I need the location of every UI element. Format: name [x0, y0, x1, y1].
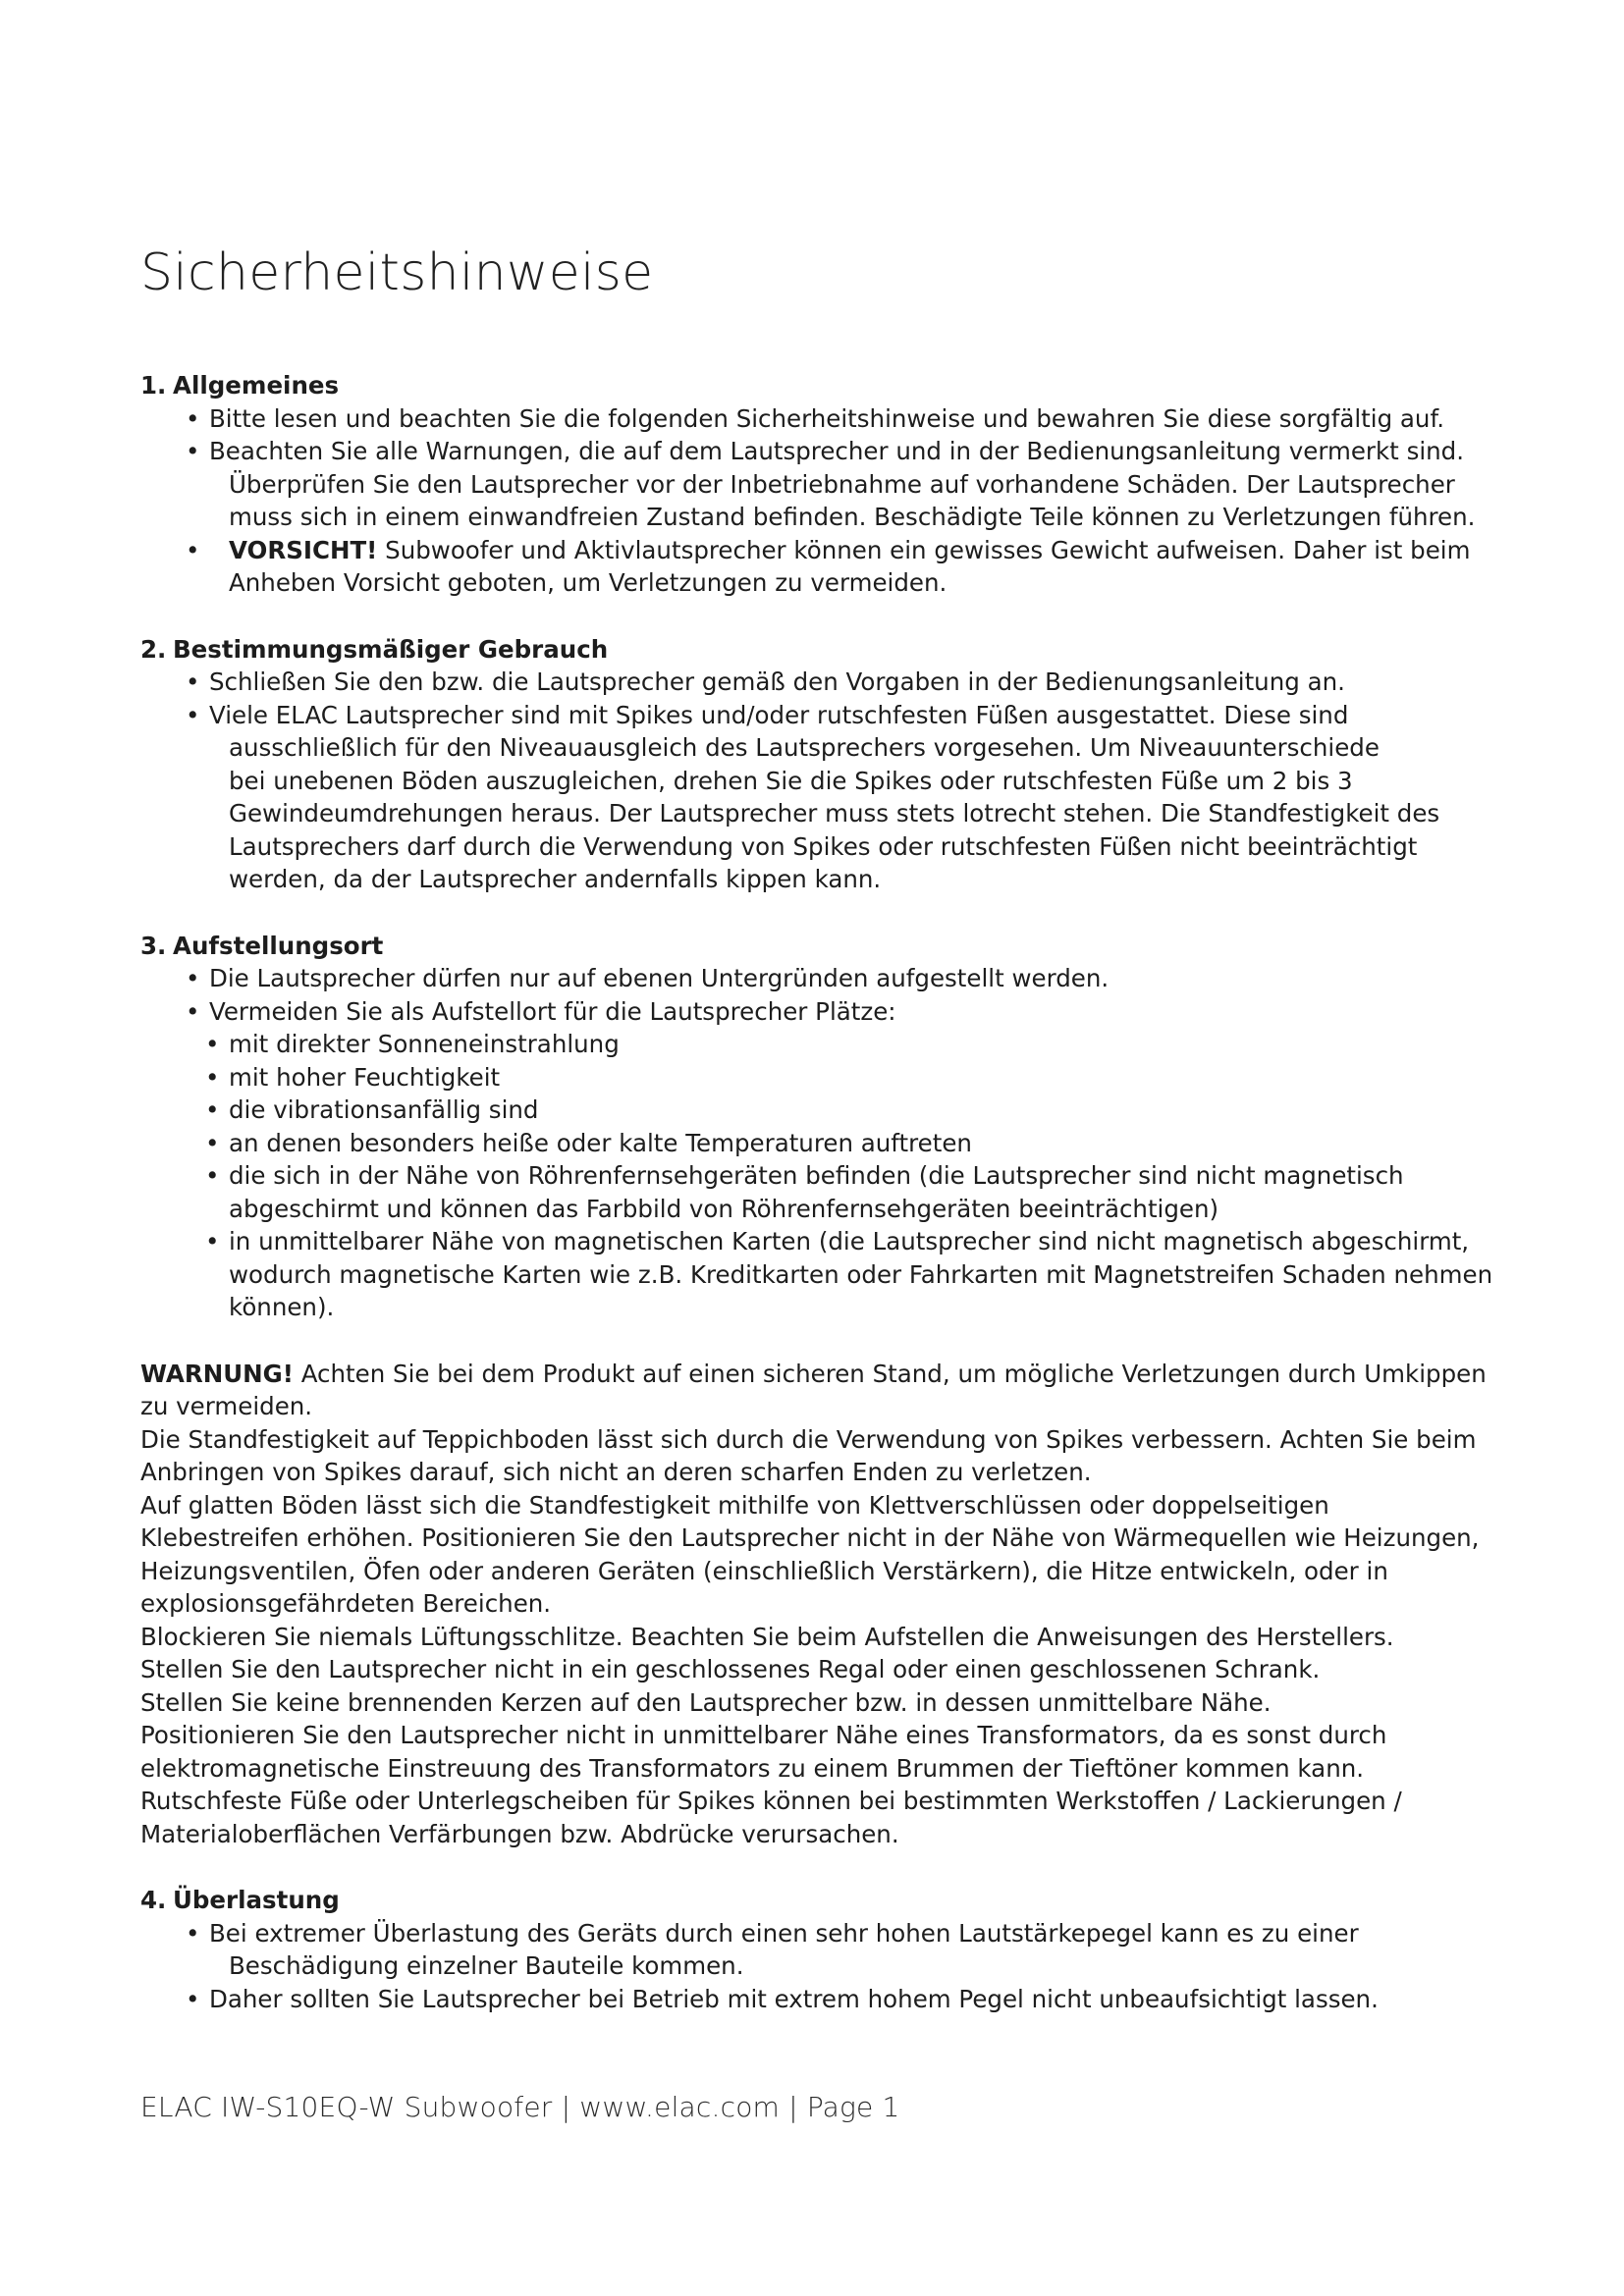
list-item: • VORSICHT! Subwoofer und Aktivlautsprecher können ein gewisses Gewicht aufweisen. Daher ist beim Anheben Vorsicht geboten, um Verletzungen zu vermeiden. [186, 534, 1505, 600]
list-item: • Bitte lesen und beachten Sie die folgenden Sicherheitshinweise und bewahren Sie diese sorgfältig auf. [186, 402, 1505, 436]
section-heading-ueberlastung: 4. Überlastung [140, 1886, 340, 1914]
list-item: • Beachten Sie alle Warnungen, die auf dem Lautsprecher und in der Bedienungsanleitung vermerkt sind. Überprüfen Sie den Lautsprecher vor der Inbetriebnahme auf vorhandene Schäden. Der Lautsprecher muss sich in einem einwandfreien Zustand befinden. Beschädigte Teile können zu Verletzungen führen. [186, 435, 1505, 534]
list-item: • die sich in der Nähe von Röhrenfernsehgeräten befinden (die Lautsprecher sind nicht magnetisch abgeschirmt und können das Farbbild von Röhrenfernsehgeräten beeinträchtigen) [205, 1159, 1505, 1225]
bullet-list [140, 962, 1505, 1028]
list-item: • an denen besonders heiße oder kalte Temperaturen auftreten [205, 1127, 1505, 1160]
warning-label: WARNUNG! [140, 1359, 294, 1388]
page-footer: ELAC IW-S10EQ-W Subwoofer | www.elac.com | Page 1 [140, 2091, 900, 2123]
bullet-list [140, 402, 1505, 600]
list-item: • mit hoher Feuchtigkeit [205, 1061, 1505, 1095]
section-heading-aufstellungsort: 3. Aufstellungsort [140, 931, 384, 960]
list-item: • Die Lautsprecher dürfen nur auf ebenen Untergründen aufgestellt werden. [186, 962, 1505, 995]
caution-label: VORSICHT! [229, 535, 378, 564]
bullet-list [140, 666, 1505, 896]
page-title: Sicherheitshinweise [140, 243, 654, 302]
list-item: • in unmittelbarer Nähe von magnetischen Karten (die Lautsprecher sind nicht magnetisch abgeschirmt, wodurch magnetische Karten wie z.B. Kreditkarten oder Fahrkarten mit Magnetstreifen Schaden nehmen können). [205, 1225, 1505, 1324]
list-item: • Viele ELAC Lautsprecher sind mit Spikes und/oder rutschfesten Füßen ausgestattet. Diese sind ausschließlich für den Niveauausgleich des Lautsprechers vorgesehen. Um Niveauunterschiede bei unebenen Böden auszugleichen, drehen Sie die Spikes oder rutschfesten Füße um 2 bis 3 Gewindeumdrehungen heraus. Der Lautsprecher muss stets lotrecht stehen. Die Standfestigkeit des Lautsprechers darf durch die Verwendung von Spikes oder rutschfesten Füßen nicht beeinträchtigt werden, da der Lautsprecher andernfalls kippen kann. [186, 699, 1505, 896]
section-heading-gebrauch: 2. Bestimmungsmäßiger Gebrauch [140, 634, 609, 664]
list-item: • Vermeiden Sie als Aufstellort für die Lautsprecher Plätze: [186, 995, 1505, 1029]
section-heading-allgemeines: 1. Allgemeines [140, 371, 340, 400]
list-item: • mit direkter Sonneneinstrahlung [205, 1028, 1505, 1061]
list-item: • Schließen Sie den bzw. die Lautsprecher gemäß den Vorgaben in der Bedienungsanleitung an. [186, 666, 1505, 699]
sub-bullet-list [140, 1028, 1505, 1324]
bullet-list [140, 1917, 1505, 2016]
list-item: • die vibrationsanfällig sind [205, 1094, 1505, 1127]
list-item: • Bei extremer Überlastung des Geräts durch einen sehr hohen Lautstärkepegel kann es zu einer Beschädigung einzelner Bauteile kommen. [186, 1917, 1505, 1983]
warning-block: WARNUNG! Achten Sie bei dem Produkt auf einen sicheren Stand, um mögliche Verletzungen durch Umkippen zu vermeiden. Die Standfestigkeit auf Teppichboden lässt sich durch die Verwendung von Spikes verbessern. Achten Sie beim Anbringen von Spikes darauf, sich nicht an deren scharfen Enden zu verletzen. Auf glatten Böden lässt sich die Standfestigkeit mithilfe von Klettverschlüssen oder doppelseitigen Klebestreifen erhöhen. Positionieren Sie den Lautsprecher nicht in der Nähe von Wärmequellen wie Heizungen, Heizungsventilen, Öfen oder anderen Geräten (einschließlich Verstärkern), die Hitze entwickeln, oder in explosionsgefährdeten Bereichen. Blockieren Sie niemals Lüftungsschlitze. Beachten Sie beim Aufstellen die Anweisungen des Herstellers. Stellen Sie den Lautsprecher nicht in ein geschlossenes Regal oder einen geschlossenen Schrank. Stellen Sie keine brennenden Kerzen auf den Lautsprecher bzw. in dessen unmittelbare Nähe. Positionieren Sie den Lautsprecher nicht in unmittelbarer Nähe eines Transformators, da es sonst durch elektromagnetische Einstreuung des Transformators zu einem Brummen der Tieftöner kommen kann. Rutschfeste Füße oder Unterlegscheiben für Spikes können bei bestimmten Werkstoffen / Lackierungen / Materialoberflächen Verfärbungen bzw. Abdrücke verursachen. [140, 1359, 1487, 1848]
document-body [140, 369, 1505, 2015]
list-item: • Daher sollten Sie Lautsprecher bei Betrieb mit extrem hohem Pegel nicht unbeaufsichtigt lassen. [186, 1983, 1505, 2016]
